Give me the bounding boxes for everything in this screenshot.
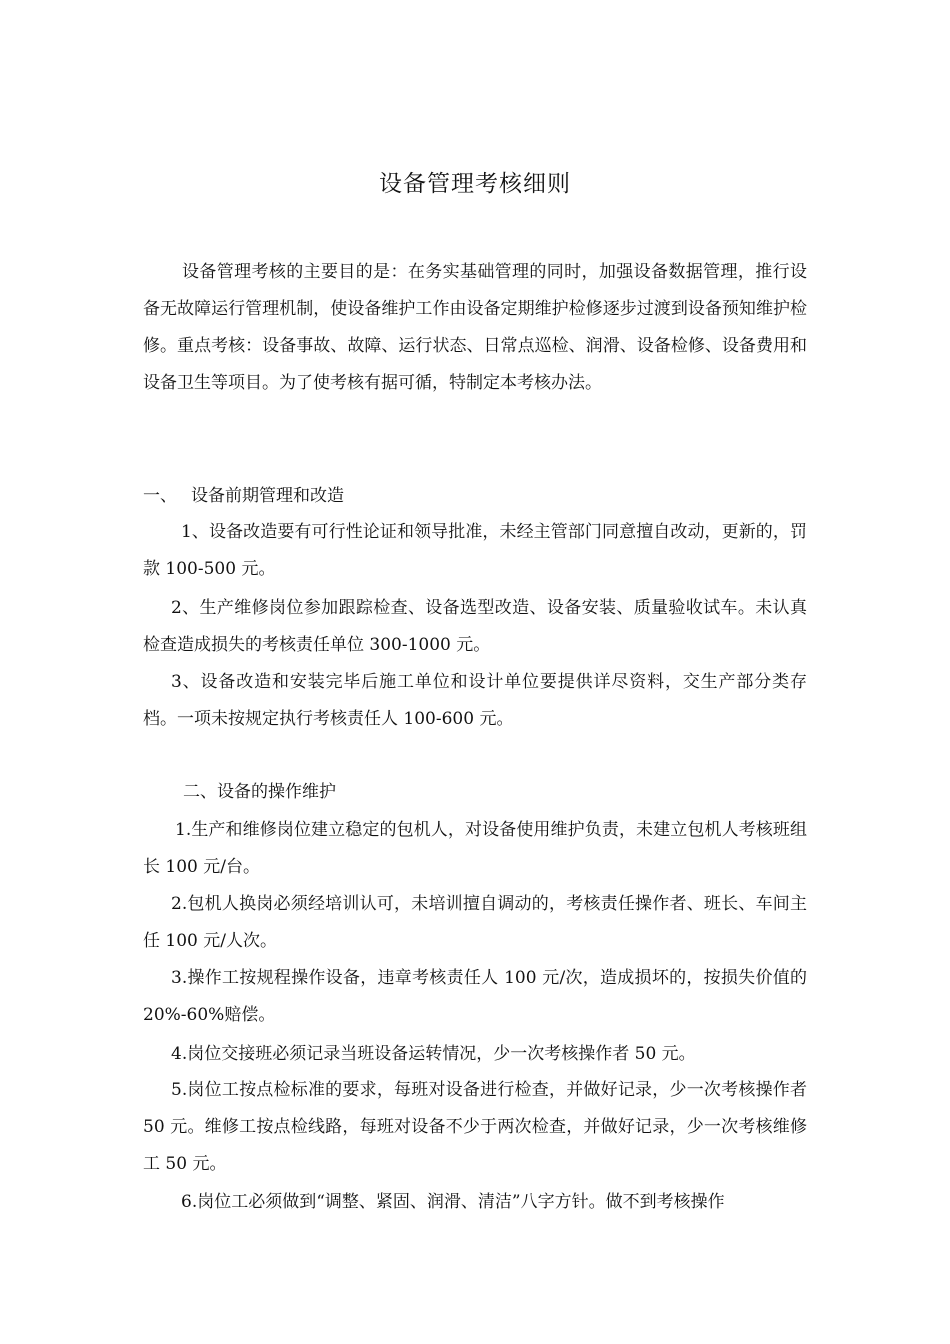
intro-paragraph: 设备管理考核的主要目的是：在务实基础管理的同时，加强设备数据管理，推行设备无故障运行管理机制，使设备维护工作由设备定期维护检修逐步过渡到设备预知维护检修。重点考核：设备事故、故障、运行状态、日常点巡检、润滑、设备检修、设备费用和设备卫生等项目。为了使考核有据可循，特制定本考核办法。 <box>143 262 807 393</box>
section-2-item-6: 6.岗位工必须做到“调整、紧固、润滑、清洁”八字方针。做不到考核操作 <box>181 1192 725 1212</box>
section-2-item-3: 3.操作工按规程操作设备，违章考核责任人 100 元/次，造成损坏的，按损失价值的 20%-60%赔偿。 <box>143 968 807 1025</box>
section-2-item-5: 5.岗位工按点检标准的要求，每班对设备进行检查，并做好记录，少一次考核操作者 50 元。维修工按点检线路，每班对设备不少于两次检查，并做好记录，少一次考核维修工 50 元。 <box>143 1080 807 1174</box>
section-2-heading: 二、设备的操作维护 <box>183 782 336 802</box>
section-1-item-1: 1、设备改造要有可行性论证和领导批准，未经主管部门同意擅自改动，更新的，罚款 100-500 元。 <box>143 522 807 579</box>
section-2-item-4: 4.岗位交接班必须记录当班设备运转情况，少一次考核操作者 50 元。 <box>171 1044 696 1064</box>
section-2-item-2: 2.包机人换岗必须经培训认可，未培训擅自调动的，考核责任操作者、班长、车间主任 100 元/人次。 <box>143 894 807 951</box>
document-title: 设备管理考核细则 <box>379 171 571 197</box>
section-2-item-1: 1.生产和维修岗位建立稳定的包机人，对设备使用维护负责，未建立包机人考核班组长 100 元/台。 <box>143 820 807 877</box>
section-1-number: 一、 <box>143 486 177 506</box>
section-1-heading-text: 设备前期管理和改造 <box>191 486 344 506</box>
section-1-item-3: 3、设备改造和安装完毕后施工单位和设计单位要提供详尽资料，交生产部分类存档。一项未按规定执行考核责任人 100-600 元。 <box>143 672 807 729</box>
section-1-item-2: 2、生产维修岗位参加跟踪检查、设备选型改造、设备安装、质量验收试车。未认真检查造成损失的考核责任单位 300-1000 元。 <box>143 598 807 655</box>
section-1-heading <box>143 478 807 515</box>
